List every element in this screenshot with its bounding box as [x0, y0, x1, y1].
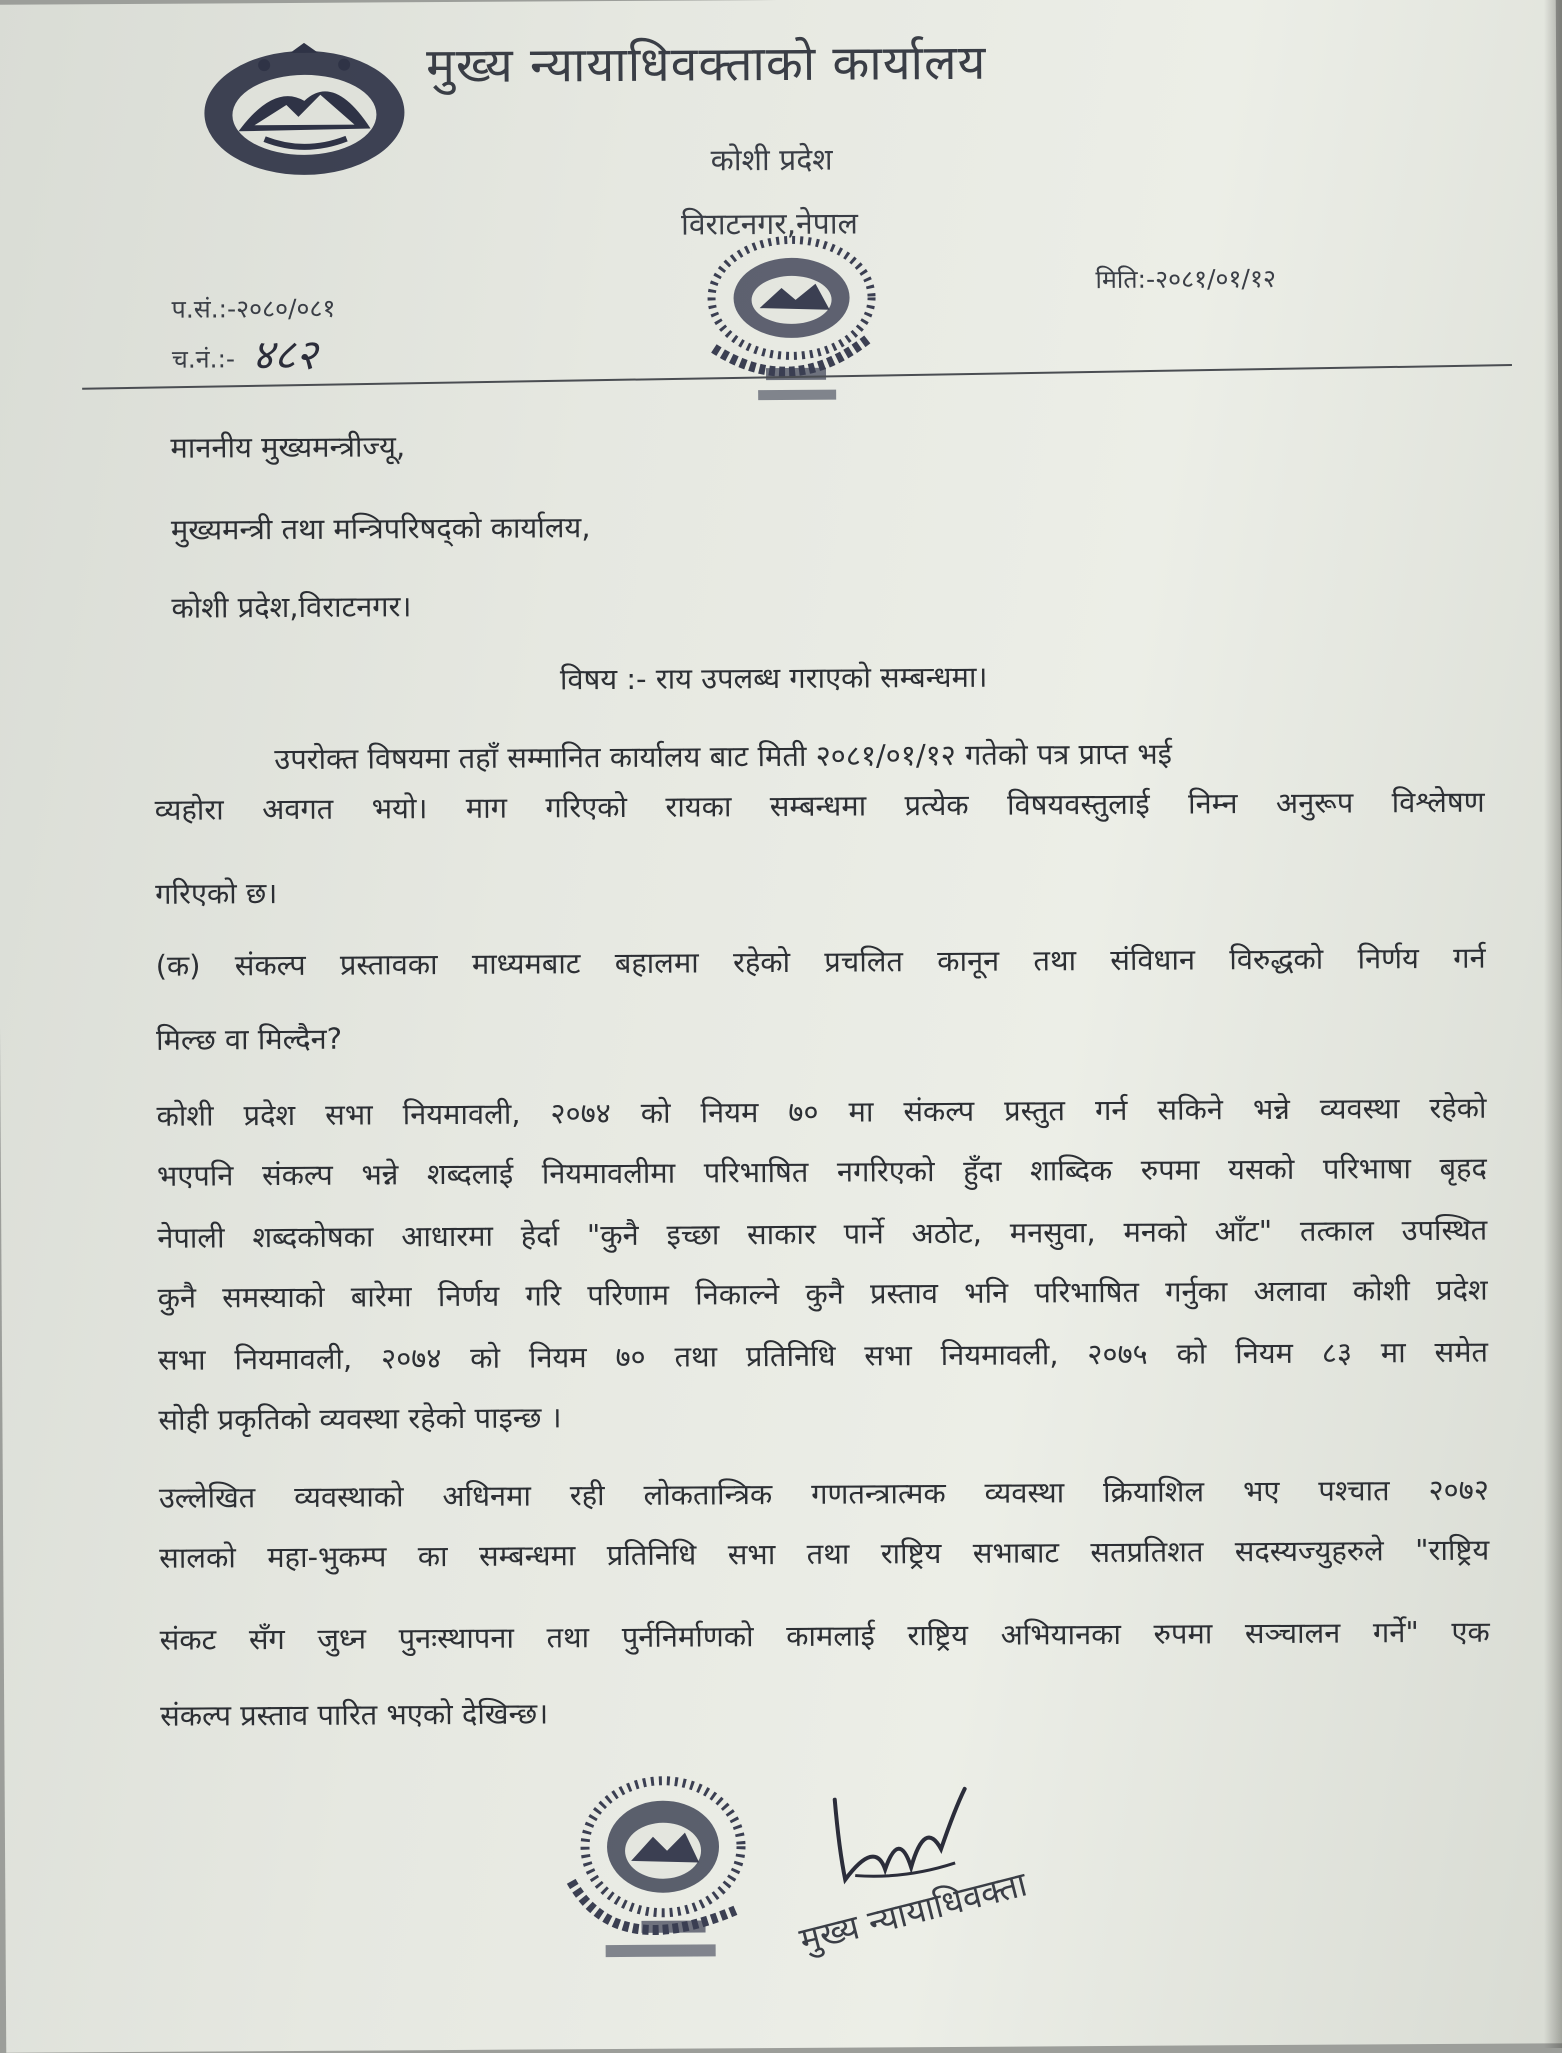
office-stamp-top: [683, 227, 904, 418]
paragraph-3-line: संकट सँग जुध्न पुनःस्थापना तथा पुर्ननिर्माणको कामलाई राष्ट्रिय अभियानका रुपमा सञ्चालन गर्ने" एक: [159, 1614, 1490, 1657]
addressee-line-2: मुख्यमन्त्री तथा मन्त्रिपरिषद्को कार्यालय,: [170, 510, 591, 547]
nepal-emblem-logo: [194, 42, 415, 183]
paragraph-2-line: कुनै समस्याको बारेमा निर्णय गरि परिणाम निकाल्ने कुनै प्रस्ताव भनि परिभाषित गर्नुका अलावा कोशी प्रदेश: [157, 1272, 1488, 1315]
office-stamp-bottom: [545, 1770, 766, 1971]
dispatch-number: ४८२: [251, 329, 318, 380]
paragraph-2-line: सभा नियमावली, २०७४ को नियम ७० तथा प्रतिनिधि सभा नियमावली, २०७५ को नियम ८३ मा समेत: [157, 1334, 1489, 1377]
page-edge-shadow: [1544, 0, 1562, 2048]
fiscal-year-reference: प.सं.:-२०८०/०८१: [171, 293, 336, 324]
office-title: मुख्य न्यायाधिवक्ताको कार्यालय: [425, 34, 987, 95]
signatory-title: मुख्य न्यायाधिवक्ता: [795, 1864, 1032, 1961]
question-line: मिल्छ वा मिल्दैन?: [155, 1021, 343, 1057]
paragraph-2-line: कोशी प्रदेश सभा नियमावली, २०७४ को नियम ७० मा संकल्प प्रस्तुत गर्न सकिने भन्ने व्यवस्था रहेको: [156, 1090, 1487, 1133]
city-name: विराटनगर,नेपाल: [681, 206, 858, 243]
paragraph-3-line: सालको महा-भुकम्प का सम्बन्धमा प्रतिनिधि सभा तथा राष्ट्रिय सभाबाट सतप्रतिशत सदस्यज्युहरुले "राष्ट्रिय: [159, 1532, 1490, 1575]
paragraph-2-line: नेपाली शब्दकोषका आधारमा हेर्दा "कुनै इच्छा साकार पार्ने अठोट, मनसुवा, मनको आँट" तत्काल उपस्थित: [157, 1212, 1488, 1255]
paragraph-3-line: संकल्प प्रस्ताव पारित भएको देखिन्छ।: [160, 1696, 549, 1733]
paragraph-2-line: भएपनि संकल्प भन्ने शब्दलाई नियमावलीमा परिभाषित नगरिएको हुँदा शाब्दिक रुपमा यसको परिभाषा बृहद: [156, 1150, 1487, 1193]
paragraph-1-line: उपरोक्त विषयमा तहाँ सम्मानित कार्यालय बाट मिती २०८१/०१/१२ गतेको पत्र प्राप्त भई: [274, 736, 1173, 777]
paragraph-1-line: गरिएको छ।: [155, 876, 278, 911]
paragraph-3-line: उल्लेखित व्यवस्थाको अधिनमा रही लोकतान्त्रिक गणतन्त्रात्मक व्यवस्था क्रियाशिल भए पश्चात २०७२: [158, 1472, 1489, 1515]
question-line: (क) संकल्प प्रस्तावका माध्यमबाट बहालमा रहेको प्रचलित कानून तथा संविधान विरुद्धको निर्णय गर्न: [155, 940, 1486, 983]
addressee-line-3: कोशी प्रदेश,विराटनगर।: [171, 589, 412, 625]
paragraph-1-line: व्यहोरा अवगत भयो। माग गरिएको रायका सम्बन्धमा प्रत्येक विषयवस्तुलाई निम्न अनुरूप विश्लेषण: [154, 784, 1485, 827]
addressee-line-1: माननीय मुख्यमन्त्रीज्यू,: [170, 429, 406, 465]
paragraph-2-line: सोही प्रकृतिको व्यवस्था रहेको पाइन्छ ।: [158, 1400, 562, 1437]
subject-line: विषय :- राय उपलब्ध गराएको सम्बन्धमा।: [559, 659, 988, 697]
province-name: कोशी प्रदेश: [710, 142, 833, 179]
letter-date: मिति:-२०८१/०१/१२: [1095, 263, 1276, 295]
dispatch-number-label: च.नं.:-: [171, 344, 236, 374]
